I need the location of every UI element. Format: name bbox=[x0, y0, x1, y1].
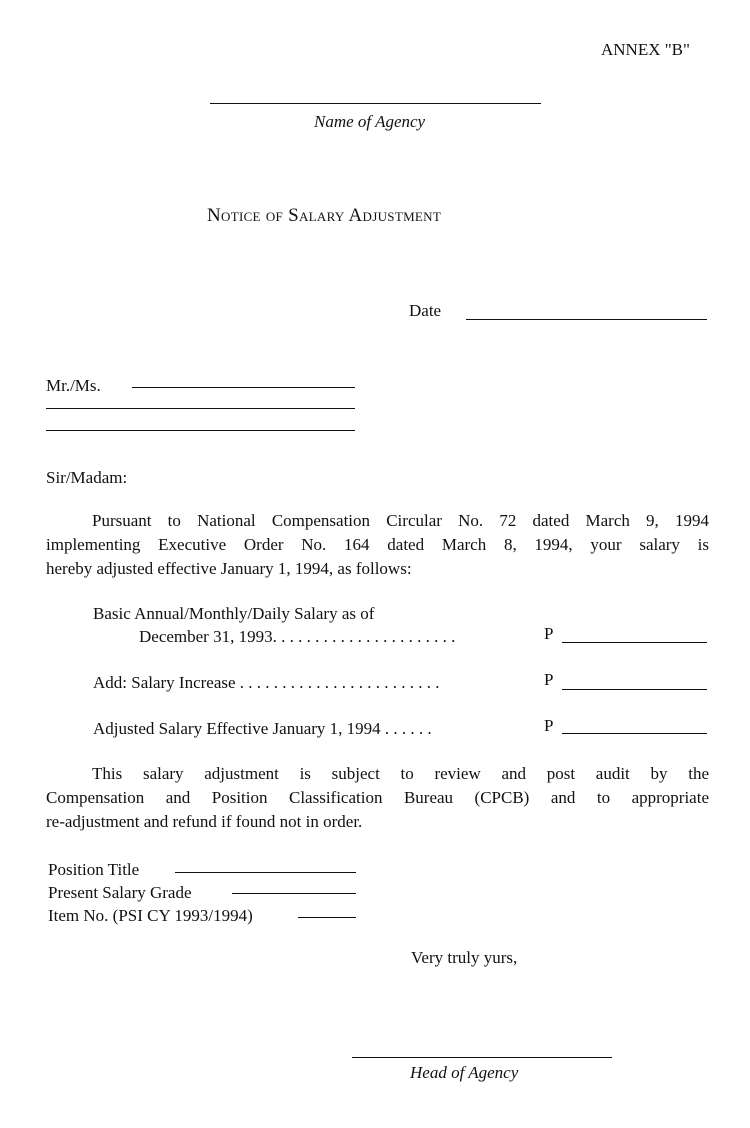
currency-symbol: P bbox=[544, 716, 554, 735]
salutation: Sir/Madam: bbox=[46, 468, 128, 487]
addressee-line-3 bbox=[46, 430, 355, 431]
review-line: re-adjustment and refund if found not in order. bbox=[46, 812, 363, 831]
agency-name-label: Name of Agency bbox=[314, 112, 426, 131]
addressee-line-2 bbox=[46, 408, 355, 409]
position-title-label: Position Title bbox=[48, 860, 140, 879]
currency-symbol: P bbox=[544, 624, 554, 643]
closing: Very truly yurs, bbox=[411, 948, 518, 967]
intro-paragraph bbox=[46, 509, 709, 581]
review-line: Compensation and Position Classification Bureau (CPCB) and to appropriate bbox=[46, 788, 709, 807]
salary-increase-amount-line bbox=[562, 689, 707, 690]
document-title: Notice of Salary Adjustment bbox=[207, 205, 442, 226]
position-title-line bbox=[175, 872, 356, 873]
salary-grade-label: Present Salary Grade bbox=[48, 883, 192, 902]
salary-grade-line bbox=[232, 893, 356, 894]
date-label: Date bbox=[409, 301, 442, 320]
basic-salary-amount-line bbox=[562, 642, 707, 643]
basic-salary-date: December 31, 1993. . . . . . . . . . . . . . . . . . . . . . bbox=[139, 627, 456, 646]
signature-line bbox=[352, 1057, 612, 1058]
agency-name-line bbox=[210, 103, 541, 104]
intro-line: implementing Executive Order No. 164 dated March 8, 1994, your salary is bbox=[46, 535, 709, 554]
adjusted-salary-label: Adjusted Salary Effective January 1, 1994 . . . . . . bbox=[93, 719, 432, 738]
currency-symbol: P bbox=[544, 670, 554, 689]
intro-line: Pursuant to National Compensation Circular No. 72 dated March 9, 1994 bbox=[92, 511, 709, 530]
review-paragraph bbox=[46, 762, 709, 834]
signatory-label: Head of Agency bbox=[410, 1063, 519, 1082]
basic-salary-label: Basic Annual/Monthly/Daily Salary as of bbox=[93, 604, 375, 623]
review-line: This salary adjustment is subject to review and post audit by the bbox=[92, 764, 709, 783]
date-line bbox=[466, 319, 707, 320]
addressee-line-1 bbox=[132, 387, 355, 388]
item-no-label: Item No. (PSI CY 1993/1994) bbox=[48, 906, 253, 925]
addressee-label: Mr./Ms. bbox=[46, 376, 101, 395]
intro-line: hereby adjusted effective January 1, 1994, as follows: bbox=[46, 559, 412, 578]
salary-increase-label: Add: Salary Increase . . . . . . . . . . . . . . . . . . . . . . . . bbox=[93, 673, 440, 692]
annex-label: ANNEX "B" bbox=[601, 40, 690, 59]
item-no-line bbox=[298, 917, 356, 918]
adjusted-salary-amount-line bbox=[562, 733, 707, 734]
